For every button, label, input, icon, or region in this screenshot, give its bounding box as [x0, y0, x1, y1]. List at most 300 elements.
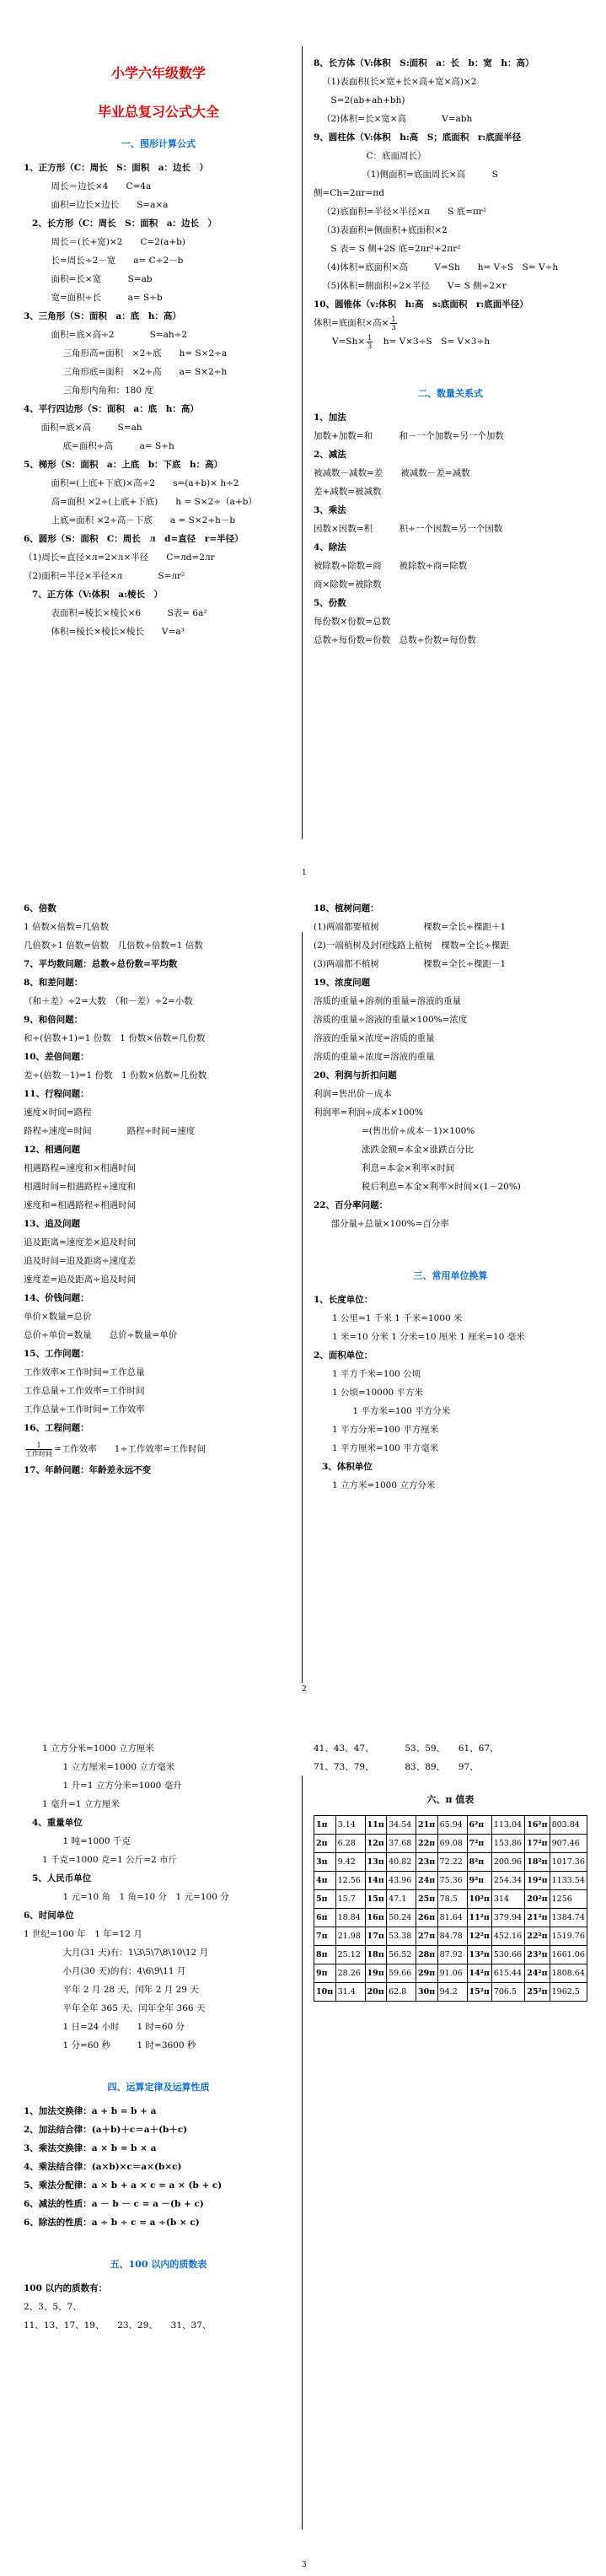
section-heading-1: 一、图形计算公式	[121, 138, 196, 149]
text-line: 差÷(倍数－1)=1 份数 1 份数×倍数=几份数	[24, 1070, 207, 1081]
table-cell: 29π	[416, 1964, 438, 1983]
table-cell: 24²π	[525, 1964, 550, 1983]
text-line: 长=周长÷2－宽 a= C÷2－b	[42, 256, 184, 266]
text-line: 6、减法的性质：a － b － c = a －(b + c)	[24, 2199, 204, 2209]
table-cell: 23π	[416, 1853, 438, 1872]
text-line: 税后利息=本金×利率×时间×(1－20%)	[344, 1182, 521, 1192]
text-line: 1 平方千米=100 公顷	[332, 1369, 421, 1379]
text-line: =(售出价÷成本－1)×100%	[344, 1126, 475, 1136]
text-line: 因数×因数=积 积÷一个因数=另一个因数	[314, 524, 503, 534]
text-line: 单价×数量=总价	[24, 1312, 92, 1322]
text-line: （1)表面积(长×宽+长×高+宽×高)×2	[322, 77, 477, 87]
text-line: 1、加法	[314, 412, 346, 423]
table-cell: 12π	[365, 1835, 387, 1853]
text-line: 41、43、47、 53、59、 61、67、	[314, 1743, 499, 1754]
text-line: 总价÷单价=数量 总价÷数量=单价	[24, 1330, 178, 1340]
table-cell: 3π	[314, 1853, 336, 1872]
table-cell: 18²π	[525, 1853, 550, 1872]
page2-left-column	[24, 886, 293, 1729]
engineering-formula-text: =工作效率 1÷工作效率=工作时间	[54, 1444, 206, 1454]
fraction-numerator: 1	[25, 1442, 52, 1450]
table-cell: 14π	[365, 1872, 387, 1890]
text-line: (3)两端都不植树 棵数=全长÷棵距－1	[314, 959, 507, 969]
table-cell: 4π	[314, 1872, 336, 1890]
doc-subtitle: 毕业总复习公式大全	[97, 104, 219, 120]
text-line: 溶质的重量÷浓度=溶液的重量	[314, 1052, 435, 1062]
table-cell: 91.06	[437, 1964, 467, 1983]
table-cell: 31.4	[335, 1983, 365, 2002]
table-cell: 17π	[365, 1927, 387, 1946]
table-cell: 59.66	[387, 1964, 416, 1983]
table-cell: 8π	[314, 1946, 336, 1964]
text-line: 1 吨=1000 千克	[54, 1836, 131, 1846]
text-line: 平年 2 月 28 天，闰年 2 月 29 天	[54, 1985, 199, 1995]
text-line: 部分量÷总量×100%=百分率	[322, 1219, 449, 1229]
fraction-denominator: 工作时间	[25, 1449, 52, 1458]
text-line: 平年全年 365 天，闰年全年 366 天	[54, 2003, 206, 2013]
text-line: 1、加法交换律：a + b = b + a	[24, 2106, 157, 2116]
text-line: 总数÷每份数=份数 总数÷份数=每份数	[314, 635, 476, 645]
table-cell: 18π	[365, 1946, 387, 1964]
text-line: 商×除数=被除数	[314, 579, 382, 590]
text-line: S 表= S 侧+2S 底=2πr²+2πr²	[322, 244, 461, 254]
text-line: 4、重量单位	[32, 1818, 83, 1828]
text-line: 宽=面积÷长 a= S÷b	[42, 293, 163, 303]
table-cell: 15²π	[467, 1983, 491, 2002]
page1-right-lines-a	[314, 54, 587, 314]
table-cell: 28π	[416, 1946, 438, 1964]
pi-value-table	[314, 1815, 587, 2002]
page-number-1: 1	[302, 869, 307, 877]
table-cell: 84.78	[437, 1927, 467, 1946]
table-cell: 16π	[365, 1909, 387, 1927]
text-line: 三角形内角和：180 度	[54, 385, 153, 396]
table-cell: 314	[491, 1890, 524, 1909]
text-line: 2、长方形（C：周长 S：面积 a：边长 ）	[32, 218, 217, 229]
table-cell: 22π	[416, 1835, 438, 1853]
table-cell: 10π	[314, 1983, 336, 2002]
table-cell: 9π	[314, 1964, 336, 1983]
text-line: （2)底面积=半径×半径×π S 底=πr²	[322, 207, 487, 217]
text-line: 1 世纪=100 年 1 年=12 月	[24, 1929, 142, 1939]
text-line: 14、价钱问题：	[24, 1293, 89, 1303]
table-cell: 15.7	[335, 1890, 365, 1909]
text-line: 1 立方厘米=1000 立方毫米	[54, 1762, 175, 1772]
text-line: 7、正方体（V:体积 a:棱长 ）	[32, 590, 163, 600]
text-line: 被除数÷除数=商 被除数÷商=除数	[314, 561, 468, 571]
table-cell: 81.64	[437, 1909, 467, 1927]
text-line: 1 公里=1 千米 1 千米=1000 米	[332, 1313, 463, 1323]
table-cell: 50.24	[387, 1909, 416, 1927]
page-2	[0, 886, 606, 1729]
cone-formula-line	[314, 332, 587, 351]
table-cell: 1256	[550, 1890, 587, 1909]
table-cell: 7²π	[467, 1835, 491, 1853]
fraction-numerator: 1	[391, 315, 396, 323]
cone-formula-b: h= V×3÷S S= V×3÷h	[374, 337, 491, 347]
table-cell: 19π	[365, 1964, 387, 1983]
cone-volume-line	[314, 314, 587, 332]
text-line: 1 日=24 小时 1 时=60 分	[54, 2022, 185, 2032]
text-line: 6、倍数	[24, 903, 56, 913]
pi-table-title: 六、π 值表	[426, 1794, 475, 1805]
table-row	[314, 1872, 587, 1890]
text-line: 12、相遇问题	[24, 1145, 81, 1155]
text-line: 5、梯形（S：面积 a：上底 b：下底 h：高）	[24, 460, 223, 470]
table-cell: 254.34	[491, 1872, 524, 1890]
table-cell: 9²π	[467, 1872, 491, 1890]
table-cell: 25.12	[335, 1946, 365, 1964]
page1-left-lines	[24, 159, 293, 641]
text-line: 2、减法	[314, 450, 346, 460]
table-cell: 1π	[314, 1816, 336, 1835]
page3-left-lines-b	[24, 2102, 293, 2232]
table-cell: 24π	[416, 1872, 438, 1890]
text-line: 面积=底×高 S=ah	[32, 423, 142, 433]
table-cell: 153.86	[491, 1835, 524, 1853]
text-line: 2、面积单位：	[314, 1350, 373, 1361]
text-line: 面积=边长×边长 S=a×a	[42, 200, 169, 210]
page-number-2: 2	[302, 1685, 307, 1694]
text-line: 周长＝(长+宽)×2 C=2(a+b)	[42, 237, 185, 247]
table-cell: 5π	[314, 1890, 336, 1909]
table-cell: 1133.54	[550, 1872, 587, 1890]
text-line: 10、圆锥体（v:体积 h:高 s:底面积 r:底面半径）	[314, 299, 528, 310]
text-line: C：底面周长）	[357, 151, 426, 161]
section-heading-2: 二、数量关系式	[418, 388, 483, 399]
table-cell: 11π	[365, 1816, 387, 1835]
text-line: 16、工程问题：	[24, 1423, 89, 1433]
cone-volume-text: 体积=底面积×高×	[314, 318, 389, 328]
text-line: 1 米=10 分米 1 分米=10 厘米 1 厘米=10 毫米	[332, 1332, 525, 1342]
fraction-denominator: 3	[391, 323, 396, 331]
table-cell: 1808.64	[550, 1964, 587, 1983]
page-1	[0, 0, 606, 886]
text-line: 涨跌金额=本金×涨跌百分比	[344, 1145, 475, 1155]
table-cell: 1519.76	[550, 1927, 587, 1946]
text-line: 18、植树问题：	[314, 903, 379, 913]
text-line: 3、体积单位	[322, 1462, 373, 1472]
text-line: 速度差=追及距离÷追及时间	[24, 1275, 137, 1285]
text-line: 9、和倍问题：	[24, 1015, 83, 1025]
table-cell: 530.66	[491, 1946, 524, 1964]
page1-right-column	[314, 0, 587, 886]
text-line: 溶质的重量÷溶液的重量×100%=浓度	[314, 1015, 468, 1025]
text-line: （和＋差）÷2=大数 （和－差）÷2=小数	[24, 996, 193, 1006]
table-cell: 706.5	[491, 1983, 524, 2002]
table-cell: 12.56	[335, 1872, 365, 1890]
table-cell: 379.94	[491, 1909, 524, 1927]
page3-right-column	[314, 1729, 587, 2576]
table-cell: 25π	[416, 1890, 438, 1909]
text-line: 每份数×份数=总数	[314, 617, 391, 627]
table-cell: 22²π	[525, 1927, 550, 1946]
table-cell: 11²π	[467, 1909, 491, 1927]
table-cell: 30π	[416, 1983, 438, 2002]
page-3	[0, 1729, 606, 2576]
fraction-one-third-2	[367, 334, 373, 350]
table-cell: 20π	[365, 1983, 387, 2002]
text-line: 速度和=相遇路程÷相遇时间	[24, 1200, 137, 1210]
page2-right-lines-b	[314, 1291, 587, 1495]
text-line: 8、长方体（V:体积 S:面积 a：长 b：宽 h：高）	[314, 58, 534, 68]
text-line: 溶液的重量×浓度=溶质的重量	[314, 1033, 435, 1043]
text-line: 1、正方形（C：周长 S：面积 a：边长 ）	[24, 163, 209, 173]
text-line: 71、73、79、 83、89、 97、	[314, 1762, 479, 1772]
table-cell: 615.44	[491, 1964, 524, 1983]
text-line: 高=面积 ×2÷(上底+下底) h = S×2÷（a+b）	[42, 497, 257, 507]
text-line: 三角形底=面积 ×2÷高 a= S×2÷h	[54, 367, 228, 377]
table-cell: 62.8	[387, 1983, 416, 2002]
table-cell: 1017.36	[550, 1853, 587, 1872]
table-cell: 94.2	[437, 1983, 467, 2002]
text-line: 1 毫升=1 立方厘米	[42, 1799, 120, 1809]
page-number-3: 3	[302, 2561, 307, 2569]
section-heading-5: 五、100 以内的质数表	[110, 2259, 207, 2270]
text-line: 4、乘法结合律：(a×b)×c＝a×(b×c)	[24, 2162, 182, 2172]
text-line: 被减数－减数=差 被减数－差=减数	[314, 468, 470, 478]
text-line: 5、乘法分配律：a × b + a × c = a × (b + c)	[24, 2180, 223, 2191]
text-line: 22、百分率问题：	[314, 1200, 389, 1210]
text-line: (2)一端植树及封闭线路上植树 棵数=全长÷棵距	[314, 940, 509, 951]
table-cell: 21.98	[335, 1927, 365, 1946]
text-line: 8、和差问题：	[24, 978, 83, 988]
table-cell: 47.1	[387, 1890, 416, 1909]
text-line: 面积=长×宽 S=ab	[42, 274, 153, 284]
table-row	[314, 1909, 587, 1927]
table-cell: 14²π	[467, 1964, 491, 1983]
text-line: 9、圆柱体（V:体积 h:高 S；底面积 r:底面半径	[314, 132, 522, 143]
table-cell: 6²π	[467, 1816, 491, 1835]
table-cell: 15π	[365, 1890, 387, 1909]
text-line: 6、除法的性质：a ÷ b ÷ c = a ÷(b × c)	[24, 2218, 200, 2228]
text-line: 3、乘法交换律：a × b = b × a	[24, 2143, 157, 2153]
text-line: 溶质的重量+溶剂的重量=溶液的重量	[314, 996, 462, 1006]
text-line: 1 立方米=1000 立方分米	[332, 1480, 436, 1490]
section-heading-3: 三、常用单位换算	[413, 1270, 488, 1281]
page2-right-column	[314, 886, 587, 1729]
table-cell: 65.94	[437, 1816, 467, 1835]
text-line: 6、圆形（S：面积 C：周长 л d=直径 r=半径）	[24, 534, 244, 544]
text-line: 1 千克=1000 克=1 公斤=2 市斤	[42, 1855, 178, 1865]
text-line: 5、份数	[314, 598, 346, 608]
text-line: 差+减数=被减数	[314, 487, 382, 497]
text-line: 6、时间单位	[24, 1910, 74, 1921]
text-line: （5)体积=侧面积÷2×半径 V= S 侧÷2×r	[322, 281, 507, 291]
page3-left-lines	[24, 1739, 293, 2055]
table-row	[314, 1927, 587, 1946]
text-line: （2)体积=长×宽×高 V=abh	[322, 114, 473, 124]
table-cell: 17²π	[525, 1835, 550, 1853]
text-line: 利润=售出价－成本	[314, 1089, 392, 1099]
table-row	[314, 1946, 587, 1964]
text-line: 15、工作问题：	[24, 1349, 89, 1359]
text-line: 相遇时间=相遇路程÷速度和	[24, 1182, 137, 1192]
table-cell: 452.16	[491, 1927, 524, 1946]
table-cell: 69.08	[437, 1835, 467, 1853]
page3-right-lines	[314, 1739, 587, 1776]
text-line: 10、差倍问题：	[24, 1052, 89, 1062]
text-line: 1 公顷=10000 平方米	[332, 1388, 424, 1398]
table-cell: 1962.5	[550, 1983, 587, 2002]
table-cell: 2π	[314, 1835, 336, 1853]
doc-title: 小学六年级数学	[110, 65, 206, 81]
text-line: 几倍数÷1 倍数=倍数 几倍数÷倍数=1 倍数	[24, 940, 203, 951]
text-line: 7、平均数问题：总数÷总份数=平均数	[24, 959, 178, 969]
table-cell: 907.46	[550, 1835, 587, 1853]
text-line: 三角形高=面积 ×2÷底 h= S×2÷a	[54, 348, 228, 358]
section-heading-4: 四、运算定律及运算性质	[107, 2082, 210, 2093]
text-line: 11、13、17、19、 23、29、 31、37、	[24, 2320, 212, 2331]
table-cell: 6π	[314, 1909, 336, 1927]
text-line: 底=面积÷高 a= S÷h	[54, 441, 174, 451]
text-line: 利润率=利润÷成本×100%	[314, 1107, 423, 1118]
table-cell: 37.68	[387, 1835, 416, 1853]
text-line: 1 分=60 秒 1 时=3600 秒	[54, 2040, 196, 2051]
text-line: 大月(31 天)有：1\3\5\7\8\10\12 月	[54, 1948, 209, 1958]
table-cell: 20²π	[525, 1890, 550, 1909]
table-cell: 12²π	[467, 1927, 491, 1946]
text-line: 20、利润与折扣问题	[314, 1070, 397, 1081]
table-cell: 23²π	[525, 1946, 550, 1964]
table-cell: 75.36	[437, 1872, 467, 1890]
table-cell: 21π	[416, 1816, 438, 1835]
text-line: 100 以内的质数有：	[24, 2283, 108, 2293]
text-line: 追及时间=追及距离÷速度差	[24, 1256, 137, 1266]
text-line: (1)两端都要植树 棵数=全长÷棵距＋1	[314, 922, 507, 932]
table-cell: 25²π	[525, 1983, 550, 2002]
text-line: 1 平方米=100 平方分米	[344, 1406, 451, 1416]
text-line: 1 元=10 角 1 角=10 分 1 元=100 分	[54, 1892, 229, 1902]
table-cell: 1384.74	[550, 1909, 587, 1927]
table-cell: 9.42	[335, 1853, 365, 1872]
table-cell: 53.38	[387, 1927, 416, 1946]
table-cell: 18.84	[335, 1909, 365, 1927]
text-line: 周长＝边长×4 C=4a	[42, 181, 152, 191]
text-line: （2)面积=半径×半径×л S=лr²	[24, 571, 185, 581]
column-divider	[302, 1776, 303, 2530]
text-line: 1、长度单位：	[314, 1295, 373, 1305]
table-cell: 10²π	[467, 1890, 491, 1909]
engineering-formula-line	[24, 1437, 293, 1461]
table-cell: 72.22	[437, 1853, 467, 1872]
column-divider	[302, 932, 303, 1683]
table-cell: 27π	[416, 1927, 438, 1946]
table-row	[314, 1964, 587, 1983]
text-line: 1 立方分米=1000 立方厘米	[42, 1743, 154, 1754]
table-row	[314, 1890, 587, 1909]
text-line: 工作效率×工作时间=工作总量	[24, 1367, 145, 1377]
text-line: S=2(ab+ah+bh)	[322, 95, 405, 105]
table-cell: 40.82	[387, 1853, 416, 1872]
text-line: （4)体积=底面积×高 V=Sh h= V÷S S= V÷h	[322, 262, 559, 272]
table-cell: 19²π	[525, 1872, 550, 1890]
text-line: 和÷(倍数+1)=1 份数 1 份数×倍数=几份数	[24, 1033, 206, 1043]
table-cell: 34.54	[387, 1816, 416, 1835]
text-line: 11、行程问题：	[24, 1089, 89, 1099]
table-cell: 803.84	[550, 1816, 587, 1835]
text-line: 相遇路程=速度和×相遇时间	[24, 1163, 137, 1173]
table-cell: 21²π	[525, 1909, 550, 1927]
text-line: 5、人民币单位	[32, 1873, 92, 1883]
table-row	[314, 1835, 587, 1853]
text-line: 加数+加数=和 和－一个加数=另一个加数	[314, 431, 504, 441]
text-line: 面积=(上底+下底)×高÷2 s=(a+b)× h÷2	[42, 478, 239, 488]
text-line: （1)侧面积=底面周长×高 S	[357, 170, 498, 180]
table-row	[314, 1983, 587, 2002]
table-row	[314, 1816, 587, 1835]
fraction-denominator: 3	[367, 342, 373, 350]
text-line: 利息=本金×利率×时间	[344, 1163, 455, 1173]
table-cell: 87.92	[437, 1946, 467, 1964]
column-divider	[302, 46, 303, 839]
table-cell: 13²π	[467, 1946, 491, 1964]
table-cell: 1661.06	[550, 1946, 587, 1964]
table-cell: 8²π	[467, 1853, 491, 1872]
cone-formula-a: V=Sh×	[332, 337, 366, 347]
fraction-one-over-time	[25, 1442, 52, 1458]
page3-left-column	[24, 1729, 293, 2576]
text-line: 4、平行四边形（S：面积 a：底 h：高）	[24, 404, 199, 414]
table-cell: 6.28	[335, 1835, 365, 1853]
text-line: 追及距离=速度差×追及时间	[24, 1237, 137, 1248]
text-line: 1 平方厘米=100 平方毫米	[332, 1443, 439, 1453]
text-line: 1 升=1 立方分米=1000 毫升	[54, 1781, 182, 1791]
page3-left-lines-c	[24, 2279, 293, 2335]
text-line: 3、三角形（S：面积 a：底 h：高）	[24, 311, 181, 321]
text-line: 2、加法结合律：(a＋b)＋c＝a＋(b＋c)	[24, 2125, 188, 2135]
text-line: 19、浓度问题	[314, 978, 371, 988]
table-cell: 43.96	[387, 1872, 416, 1890]
table-cell: 113.04	[491, 1816, 524, 1835]
text-line: 1 倍数×倍数=几倍数	[24, 922, 110, 932]
table-cell: 3.14	[335, 1816, 365, 1835]
text-line: 路程÷速度=时间 路程÷时间=速度	[24, 1126, 196, 1136]
text-line: 侧=Ch=2πr=πd	[314, 188, 384, 198]
table-cell: 28.26	[335, 1964, 365, 1983]
table-cell: 56.52	[387, 1946, 416, 1964]
table-row	[314, 1853, 587, 1872]
table-cell: 200.96	[491, 1853, 524, 1872]
table-cell: 78.5	[437, 1890, 467, 1909]
age-problem-line: 17、年龄问题：年龄差永远不变	[24, 1465, 152, 1475]
text-line: 4、除法	[314, 542, 346, 552]
fraction-one-third	[390, 315, 396, 331]
fraction-numerator: 1	[367, 333, 373, 342]
page1-left-column	[24, 0, 293, 886]
text-line: 13、追及问题	[24, 1219, 81, 1229]
text-line: 2、3、5、7、	[24, 2302, 82, 2312]
text-line: （1)周长=直径×л=2×л×半径 C=лd=2лr	[24, 552, 215, 563]
text-line: 工作总量÷工作效率=工作时间	[24, 1386, 145, 1396]
text-line: （3)表面积=侧面积+底面积×2	[322, 225, 448, 235]
table-cell: 26π	[416, 1909, 438, 1927]
table-cell: 7π	[314, 1927, 336, 1946]
text-line: 表面积=棱长×棱长×6 S表= 6a²	[42, 608, 207, 618]
text-line: 面积=底×高÷2 S=ah÷2	[42, 330, 188, 340]
text-line: 上底=面积 ×2÷高－下底 a = S×2÷h－b	[42, 515, 236, 525]
table-cell: 16²π	[525, 1816, 550, 1835]
text-line: 速度×时间=路程	[24, 1107, 92, 1118]
text-line: 体积=棱长×棱长×棱长 V=a³	[42, 627, 185, 637]
text-line: 小月(30 天)的有：4\6\9\11 月	[54, 1966, 186, 1976]
page2-left-lines	[24, 899, 293, 1437]
page1-right-lines-b	[314, 408, 587, 649]
page2-right-lines	[314, 899, 587, 1233]
table-cell: 13π	[365, 1853, 387, 1872]
text-line: 3、乘法	[314, 505, 346, 515]
text-line: 1 平方分米=100 平方厘米	[332, 1425, 439, 1435]
